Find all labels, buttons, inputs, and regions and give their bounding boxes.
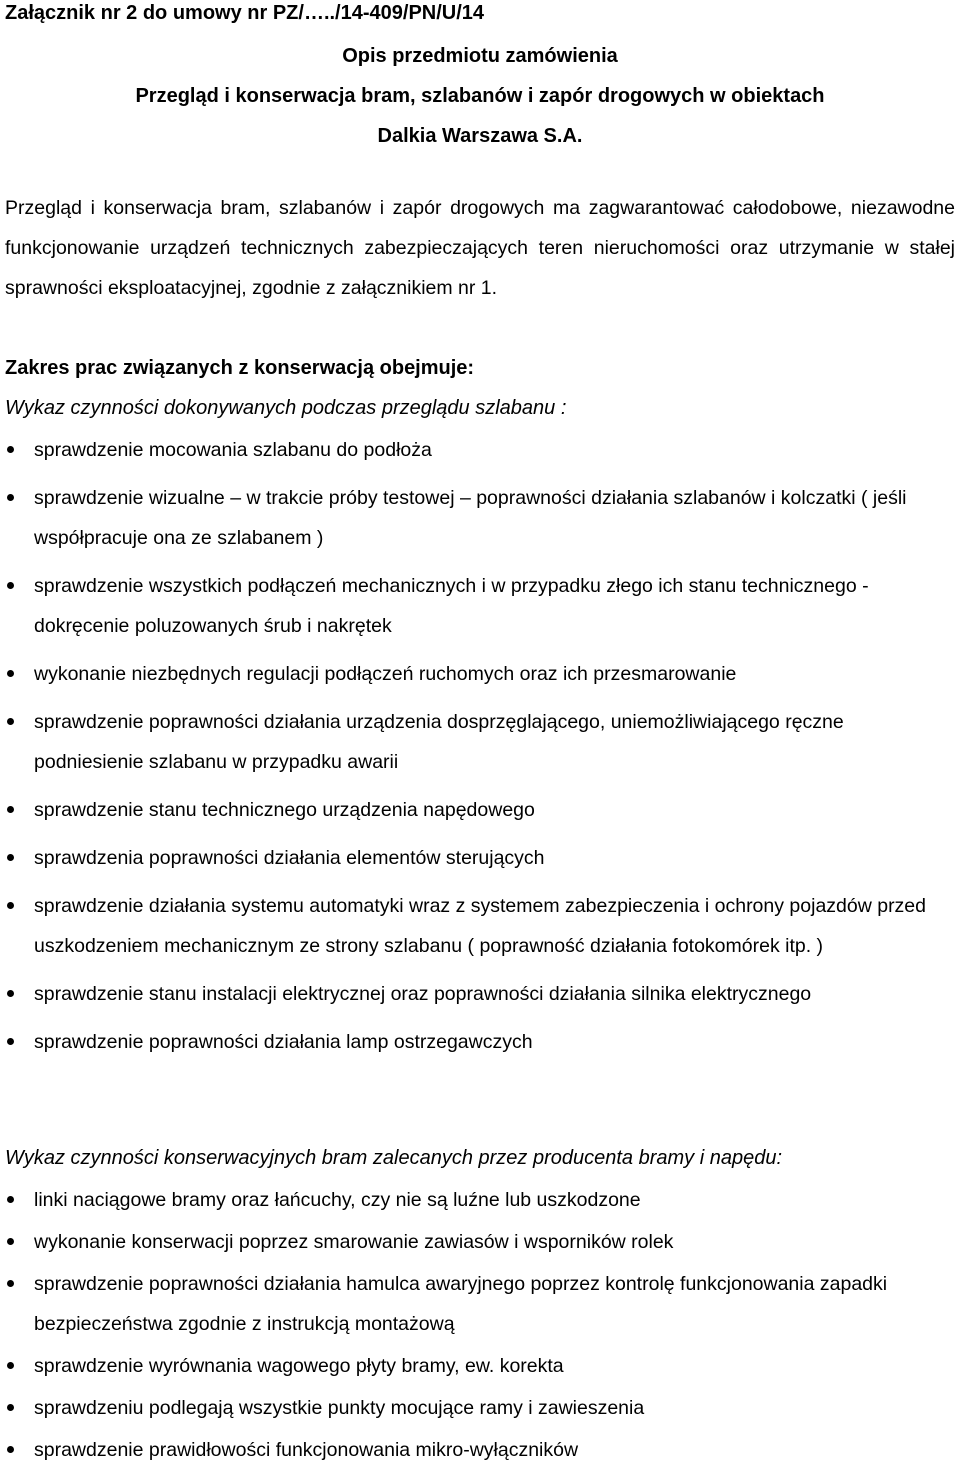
list-item bbox=[0, 1264, 960, 1344]
bullet-icon bbox=[7, 446, 14, 453]
list-item bbox=[0, 1180, 960, 1220]
barrier-section-heading: Wykaz czynności dokonywanych podczas przeglądu szlabanu : bbox=[5, 397, 567, 419]
barrier-inspection-list bbox=[0, 430, 960, 1070]
list-item-text: sprawdzenie działania systemu automatyki wraz z systemem zabezpieczenia i ochrony pojazdów przed uszkodzeniem mechanicznym ze strony szlabanu ( poprawność działania fotokomórek itp. ) bbox=[34, 895, 927, 957]
bullet-icon bbox=[7, 1238, 14, 1245]
list-item bbox=[0, 654, 960, 694]
list-item bbox=[0, 838, 960, 878]
intro-paragraph: Przegląd i konserwacja bram, szlabanów i zapór drogowych ma zagwarantować całodobowe, niezawodne funkcjonowanie urządzeń technicznych zabezpieczających teren nieruchomości oraz utrzymanie w stałej sprawności eksploatacyjnej, zgodnie z załącznikiem nr 1. bbox=[5, 197, 955, 299]
list-item-text: wykonanie niezbędnych regulacji podłączeń ruchomych oraz ich przesmarowanie bbox=[34, 663, 737, 685]
bullet-icon bbox=[7, 1404, 14, 1411]
list-item bbox=[0, 1222, 960, 1262]
bullet-icon bbox=[7, 494, 14, 501]
scope-heading: Zakres prac związanych z konserwacją obejmuje: bbox=[5, 357, 475, 379]
list-item bbox=[0, 478, 960, 558]
gate-maintenance-list bbox=[0, 1180, 960, 1472]
list-item bbox=[0, 702, 960, 782]
bullet-icon bbox=[7, 670, 14, 677]
bullet-icon bbox=[7, 806, 14, 813]
bullet-icon bbox=[7, 1196, 14, 1203]
bullet-icon bbox=[7, 1446, 14, 1453]
list-item-text: sprawdzeniu podlegają wszystkie punkty mocujące ramy i zawieszenia bbox=[34, 1397, 645, 1419]
list-item-text: sprawdzenie poprawności działania urządzenia dosprzęglającego, uniemożliwiającego ręczne podniesienie szlabanu w przypadku awarii bbox=[34, 711, 844, 773]
bullet-icon bbox=[7, 1280, 14, 1287]
list-item bbox=[0, 430, 960, 470]
list-item-text: linki naciągowe bramy oraz łańcuchy, czy nie są luźne lub uszkodzone bbox=[34, 1189, 641, 1211]
list-item-text: sprawdzenie stanu instalacji elektrycznej oraz poprawności działania silnika elektrycznego bbox=[34, 983, 812, 1005]
list-item bbox=[0, 790, 960, 830]
bullet-icon bbox=[7, 718, 14, 725]
bullet-icon bbox=[7, 582, 14, 589]
list-item bbox=[0, 1388, 960, 1428]
list-item-text: sprawdzenie wszystkich podłączeń mechanicznych i w przypadku złego ich stanu technicznego - dokręcenie poluzowanych śrub i nakrętek bbox=[34, 575, 869, 637]
list-item-text: sprawdzenie poprawności działania hamulca awaryjnego poprzez kontrolę funkcjonowania zapadki bezpieczeństwa zgodnie z instrukcją montażową bbox=[34, 1273, 888, 1335]
list-item-text: sprawdzenie stanu technicznego urządzenia napędowego bbox=[34, 799, 535, 821]
annex-reference: Załącznik nr 2 do umowy nr PZ/…../14-409/PN/U/14 bbox=[5, 2, 485, 24]
list-item-text: sprawdzenie mocowania szlabanu do podłoża bbox=[34, 439, 432, 461]
list-item bbox=[0, 1346, 960, 1386]
list-item bbox=[0, 1430, 960, 1470]
title-line-3: Dalkia Warszawa S.A. bbox=[377, 125, 583, 147]
list-item bbox=[0, 886, 960, 966]
list-item-text: sprawdzenia poprawności działania elementów sterujących bbox=[34, 847, 545, 869]
document-title bbox=[0, 36, 960, 156]
bullet-icon bbox=[7, 1038, 14, 1045]
title-line-1: Opis przedmiotu zamówienia bbox=[342, 45, 618, 67]
bullet-icon bbox=[7, 902, 14, 909]
list-item bbox=[0, 974, 960, 1014]
list-item-text: sprawdzenie prawidłowości funkcjonowania mikro-wyłączników bbox=[34, 1439, 579, 1461]
list-item-text: sprawdzenie wyrównania wagowego płyty bramy, ew. korekta bbox=[34, 1355, 564, 1377]
bullet-icon bbox=[7, 990, 14, 997]
list-item bbox=[0, 566, 960, 646]
bullet-icon bbox=[7, 854, 14, 861]
list-item-text: sprawdzenie wizualne – w trakcie próby testowej – poprawności działania szlabanów i kolczatki ( jeśli współpracuje ona ze szlabanem ) bbox=[34, 487, 907, 549]
list-item bbox=[0, 1022, 960, 1062]
list-item-text: wykonanie konserwacji poprzez smarowanie zawiasów i wsporników rolek bbox=[34, 1231, 674, 1253]
title-line-2: Przegląd i konserwacja bram, szlabanów i zapór drogowych w obiektach bbox=[135, 85, 825, 107]
bullet-icon bbox=[7, 1362, 14, 1369]
gate-section-heading: Wykaz czynności konserwacyjnych bram zalecanych przez producenta bramy i napędu: bbox=[5, 1147, 783, 1169]
list-item-text: sprawdzenie poprawności działania lamp ostrzegawczych bbox=[34, 1031, 533, 1053]
